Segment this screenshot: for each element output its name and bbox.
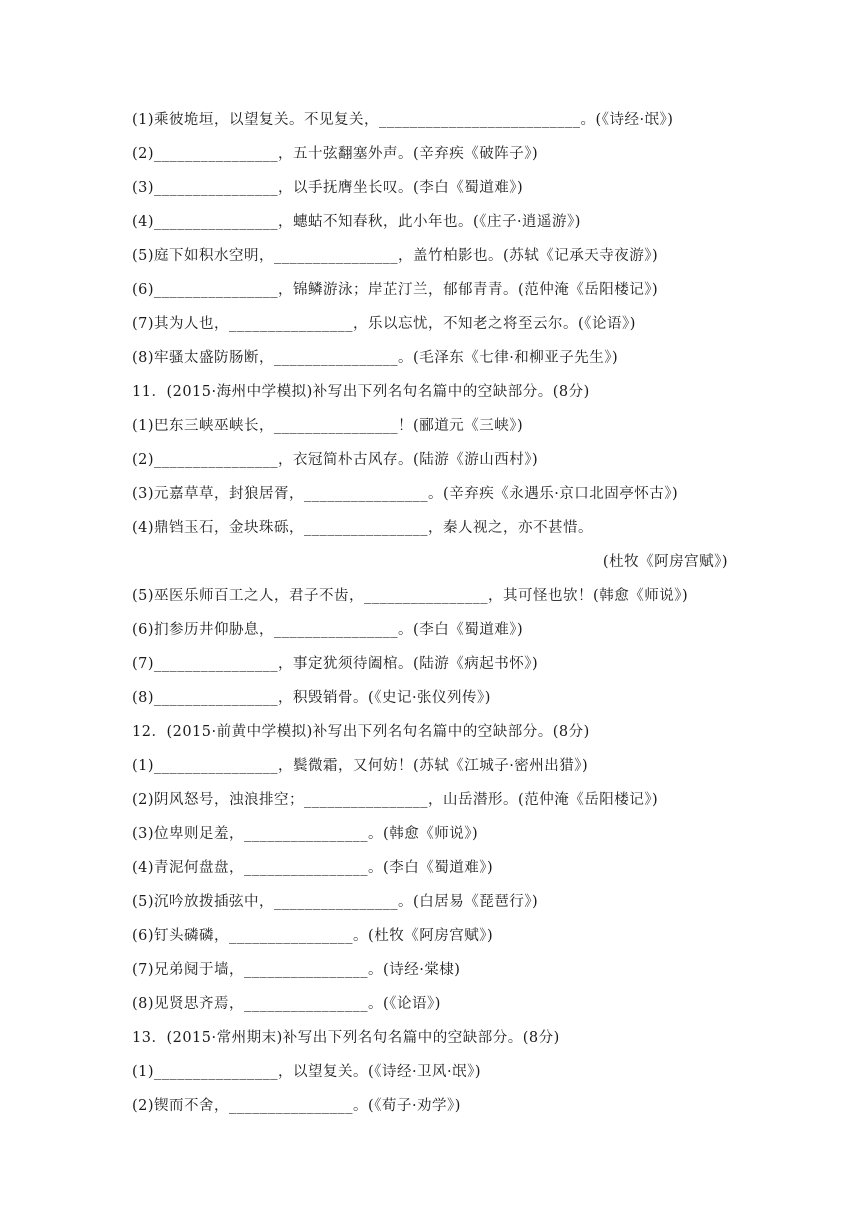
fill-in-item: (4)鼎铛玉石，金块珠砾，________________，秦人视之，亦不甚惜。 xyxy=(132,520,594,536)
question-heading: 13．(2015·常州期末)补写出下列名句名篇中的空缺部分。(8分) xyxy=(132,1030,560,1046)
question-list xyxy=(132,108,732,1128)
fill-in-item: (6)钉头磷磷，________________。(杜牧《阿房宫赋》) xyxy=(132,928,494,944)
fill-in-item: (3)元嘉草草，封狼居胥，________________。(辛弃疾《永遇乐·京口北固亭怀古》) xyxy=(132,486,679,502)
fill-in-item: (3)________________，以手抚膺坐长叹。(李白《蜀道难》) xyxy=(132,180,524,196)
fill-in-item: (4)青泥何盘盘，________________。(李白《蜀道难》) xyxy=(132,860,494,876)
question-heading: 12．(2015·前黄中学模拟)补写出下列名句名篇中的空缺部分。(8分) xyxy=(132,724,590,740)
fill-in-item: (6)________________，锦鳞游泳；岸芷汀兰，郁郁青青。(范仲淹《岳阳楼记》) xyxy=(132,282,659,298)
fill-in-item: (5)庭下如积水空明，________________，盖竹柏影也。(苏轼《记承天寺夜游》) xyxy=(132,248,659,264)
question-heading: 11．(2015·海州中学模拟)补写出下列名句名篇中的空缺部分。(8分) xyxy=(132,384,590,400)
fill-in-item: (2)锲而不舍，________________。(《荀子·劝学》) xyxy=(132,1098,461,1114)
fill-in-item: (8)见贤思齐焉，________________。(《论语》) xyxy=(132,996,441,1012)
fill-in-item: (2)________________，衣冠简朴古风存。(陆游《游山西村》) xyxy=(132,452,539,468)
fill-in-item: (2)阴风怒号，浊浪排空；________________，山岳潜形。(范仲淹《岳阳楼记》) xyxy=(132,792,659,808)
fill-in-item: (5)巫医乐师百工之人，君子不齿，________________，其可怪也欤！(韩愈《师说》) xyxy=(132,588,689,604)
fill-in-item: (8)牢骚太盛防肠断，________________。(毛泽东《七律·和柳亚子先生》) xyxy=(132,350,619,366)
source-citation: (杜牧《阿房宫赋》) xyxy=(602,554,728,570)
fill-in-item: (6)扪参历井仰胁息，________________。(李白《蜀道难》) xyxy=(132,622,524,638)
fill-in-item: (5)沉吟放拨插弦中，________________。(白居易《琵琶行》) xyxy=(132,894,539,910)
fill-in-item: (1)________________，以望复关。(《诗经·卫风·氓》) xyxy=(132,1064,482,1080)
fill-in-item: (7)________________，事定犹须待阖棺。(陆游《病起书怀》) xyxy=(132,656,539,672)
fill-in-item: (1)巴东三峡巫峡长，________________！(郦道元《三峡》) xyxy=(132,418,524,434)
fill-in-item: (7)其为人也，________________，乐以忘忧，不知老之将至云尔。(《论语》) xyxy=(132,316,636,332)
fill-in-item: (2)________________，五十弦翻塞外声。(辛弃疾《破阵子》) xyxy=(132,146,539,162)
fill-in-item: (8)________________，积毁销骨。(《史记·张仪列传》) xyxy=(132,690,491,706)
fill-in-item: (1)________________，鬓微霜，又何妨！(苏轼《江城子·密州出猎》) xyxy=(132,758,589,774)
fill-in-item: (1)乘彼垝垣，以望复关。不见复关，__________________________。(《诗经·氓》) xyxy=(132,112,674,128)
fill-in-item: (7)兄弟阋于墙，________________。(诗经·棠棣) xyxy=(132,962,461,978)
fill-in-item: (4)________________，蟪蛄不知春秋，此小年也。(《庄子·逍遥游》) xyxy=(132,214,581,230)
fill-in-item: (3)位卑则足羞，________________。(韩愈《师说》) xyxy=(132,826,479,842)
